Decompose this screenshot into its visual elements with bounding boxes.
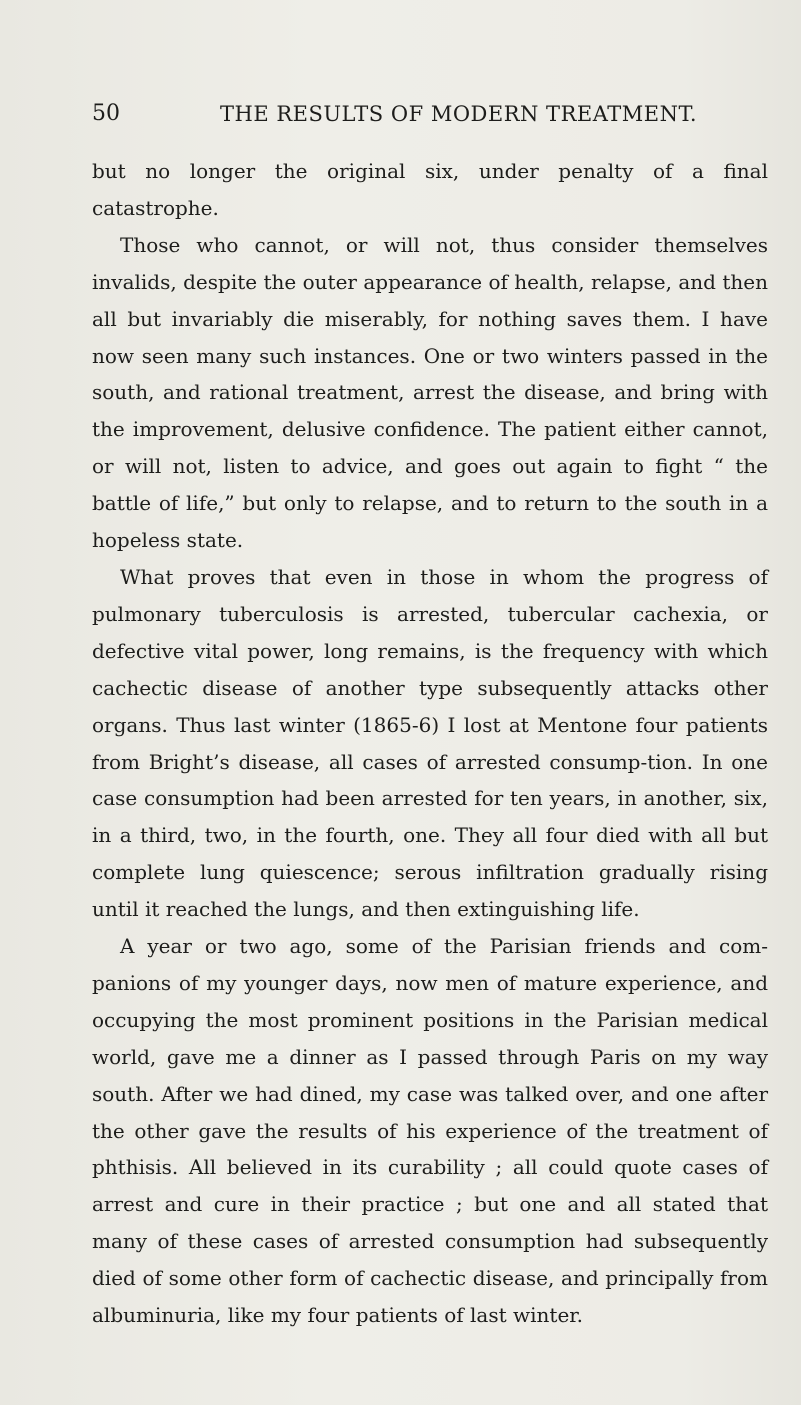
page-header bbox=[92, 99, 712, 129]
body-text bbox=[92, 153, 768, 1334]
paragraph-parisian-friends: A year or two ago, some of the Parisian friends and com-panions of my younger days, now men of mature experience, and occupying the most prominent positions in the Parisian medical world, gave me a dinner as I passed through Paris on my way south. After we had dined, my case was talked over, and one after the other gave the results of his experience of the treatment of phthisis. All believed in its curability ; all could quote cases of arrest and cure in their practice ; but one and all stated that many of these cases of arrested consumption had subsequently died of some other form of cachectic disease, and principally from albuminuria, like my four patients of last winter. bbox=[92, 934, 768, 1328]
paragraph-relapse: Those who cannot, or will not, thus consider themselves invalids, despite the outer appearance of health, relapse, and then all but invariably die miserably, for nothing saves them. I have now seen many such instances. One or two winters passed in the south, and rational treatment, arrest the disease, and bring with the improvement, delusive confidence. The patient either cannot, or will not, listen to advice, and goes out again to fight “ the battle of life,” but only to relapse, and to return to the south in a hopeless state. bbox=[92, 232, 768, 553]
paragraph-cachexia: What proves that even in those in whom the progress of pulmonary tuberculosis is arrested, tubercular cachexia, or defective vital power, long remains, is the frequency with which cachectic disease of another type subsequently attacks other organs. Thus last winter (1865-6) I lost at Mentone four patients from Bright’s disease, all cases of arrested consump-tion. In one case consumption had been arrested for ten years, in another, six, in a third, two, in the fourth, one. They all four died with all but complete lung quiescence; serous infiltration gradually rising until it reached the lungs, and then extinguishing life. bbox=[92, 564, 768, 922]
page-number: 50 bbox=[92, 101, 120, 126]
running-title: THE RESULTS OF MODERN TREATMENT. bbox=[220, 102, 698, 126]
paragraph-continuation: but no longer the original six, under penalty of a final catastrophe. bbox=[92, 159, 768, 220]
